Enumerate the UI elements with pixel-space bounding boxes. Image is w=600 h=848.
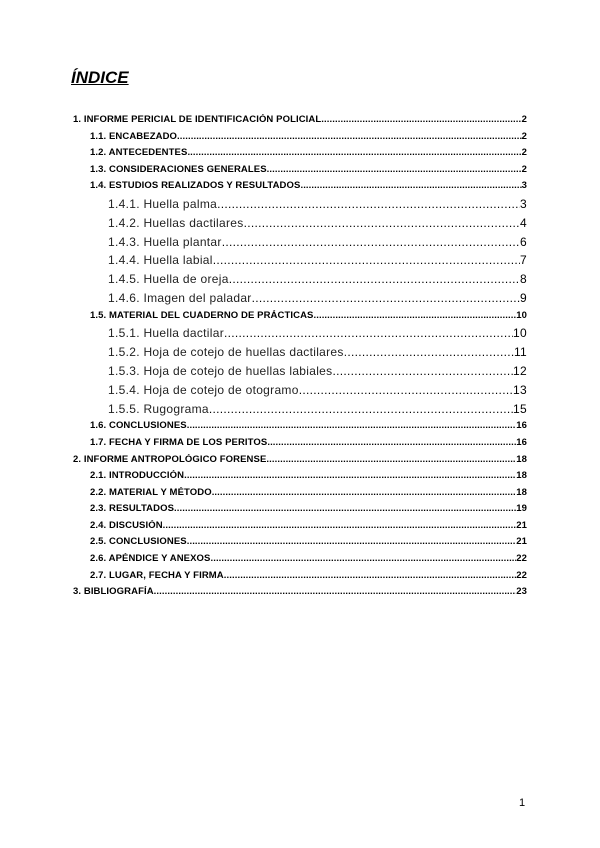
toc-entry[interactable]: [71, 536, 527, 553]
toc-entry-label: 1.4.3. Huella plantar: [108, 234, 222, 249]
toc-entry[interactable]: [71, 216, 527, 235]
toc-entry-label: 2.4. DISCUSIÓN.: [90, 519, 166, 531]
toc-entry[interactable]: [71, 383, 527, 402]
toc-leader-dots: [300, 180, 521, 191]
toc-entry-label: 1.5.3. Hoja de cotejo de huellas labiales: [108, 363, 333, 378]
toc-leader-dots: [266, 454, 516, 465]
toc-entry[interactable]: [71, 570, 527, 587]
toc-entry[interactable]: [71, 364, 527, 383]
toc-leader-dots: [217, 197, 520, 211]
toc-entry-label: 1.4.1. Huella palma: [108, 196, 218, 211]
toc-entry[interactable]: [71, 131, 527, 148]
toc-entry[interactable]: [71, 520, 527, 537]
table-of-contents: [71, 114, 527, 603]
toc-entry-label: 1.6. CONCLUSIONES: [90, 420, 187, 432]
toc-leader-dots: [252, 291, 520, 305]
toc-leader-dots: [222, 235, 520, 249]
toc-entry-label: 2.2. MATERIAL Y MÉTODO: [90, 486, 212, 498]
toc-entry-page: 4: [520, 215, 527, 230]
toc-entry-label: 2.3. RESULTADOS.: [90, 503, 177, 515]
toc-entry[interactable]: [71, 503, 527, 520]
toc-entry-label: 2. INFORME ANTROPOLÓGICO FORENSE: [73, 453, 267, 465]
toc-entry[interactable]: [71, 345, 527, 364]
toc-entry[interactable]: [71, 437, 527, 454]
toc-leader-dots: [187, 420, 517, 431]
toc-entry[interactable]: [71, 586, 527, 603]
toc-entry-page: 2: [521, 114, 527, 125]
toc-entry-label: 2.7. LUGAR, FECHA Y FIRMA: [90, 569, 224, 581]
toc-leader-dots: [177, 131, 522, 142]
toc-entry-label: 1.5.5. Rugograma: [108, 401, 209, 416]
toc-leader-dots: [210, 553, 516, 564]
toc-entry-label: 2.1. INTRODUCCIÓN: [90, 470, 185, 482]
toc-leader-dots: [224, 570, 516, 581]
toc-entry-label: 1.5.4. Hoja de cotejo de otogramo: [108, 382, 299, 397]
toc-leader-dots: [184, 470, 516, 481]
toc-entry-page: 2: [521, 147, 527, 159]
toc-leader-dots: [187, 147, 521, 158]
toc-entry-page: 21: [516, 519, 527, 531]
toc-entry[interactable]: [71, 114, 527, 131]
toc-entry-page: 19: [516, 503, 527, 515]
toc-entry-label: 1.5. MATERIAL DEL CUADERNO DE PRÁCTICAS.: [90, 309, 317, 321]
toc-leader-dots: [321, 114, 521, 125]
toc-entry-label: 1.3. CONSIDERACIONES GENERALES: [90, 163, 267, 175]
toc-entry-label: 1. INFORME PERICIAL DE IDENTIFICACIÓN POLICIAL: [73, 114, 322, 125]
toc-entry[interactable]: [71, 487, 527, 504]
toc-leader-dots: [316, 310, 516, 321]
toc-leader-dots: [187, 536, 517, 547]
toc-entry-page: 8: [520, 272, 527, 287]
toc-entry-label: 1.5.1. Huella dactilar: [108, 326, 224, 341]
toc-leader-dots: [154, 586, 517, 597]
toc-entry-label: 1.5.2. Hoja de cotejo de huellas dactilares.: [108, 345, 348, 360]
toc-entry[interactable]: [71, 310, 527, 327]
toc-entry[interactable]: [71, 147, 527, 164]
toc-entry-page: 16: [516, 436, 527, 448]
toc-entry[interactable]: [71, 402, 527, 421]
toc-leader-dots: [299, 383, 513, 397]
toc-entry-label: 3. BIBLIOGRAFÍA: [73, 586, 154, 598]
toc-entry-label: 2.6. APÉNDICE Y ANEXOS: [90, 553, 211, 565]
toc-entry-page: 2: [521, 130, 527, 142]
toc-entry-page: 12: [513, 363, 527, 378]
toc-leader-dots: [267, 437, 516, 448]
toc-entry-page: 23: [516, 586, 527, 598]
toc-entry-page: 3: [521, 180, 527, 192]
toc-entry-page: 18: [516, 453, 527, 465]
page-title: ÍNDICE: [71, 68, 129, 87]
toc-leader-dots: [244, 216, 520, 230]
toc-entry-page: 2: [521, 163, 527, 175]
toc-leader-dots: [224, 326, 513, 340]
toc-entry-page: 16: [516, 420, 527, 432]
toc-leader-dots: [165, 520, 516, 531]
toc-entry[interactable]: [71, 470, 527, 487]
toc-leader-dots: [212, 487, 517, 498]
toc-entry-page: 22: [516, 553, 527, 565]
toc-entry[interactable]: [71, 553, 527, 570]
toc-leader-dots: [213, 253, 520, 267]
toc-entry-page: 10: [513, 326, 527, 341]
toc-entry-page: 10: [516, 309, 527, 321]
toc-entry-label: 1.4.2. Huellas dactilares: [108, 215, 244, 230]
toc-entry-page: 9: [520, 290, 527, 305]
toc-entry-label: 1.4. ESTUDIOS REALIZADOS Y RESULTADOS: [90, 180, 301, 192]
toc-entry-label: 2.5. CONCLUSIONES: [90, 536, 187, 548]
toc-entry-label: 1.4.6. Imagen del paladar: [108, 290, 252, 305]
toc-entry-label: 1.7. FECHA Y FIRMA DE LOS PERITOS: [90, 436, 268, 448]
toc-leader-dots: [209, 402, 513, 416]
toc-entry-page: 15: [513, 401, 527, 416]
toc-entry-page: 6: [520, 234, 527, 249]
toc-entry[interactable]: [71, 180, 527, 197]
toc-entry-page: 18: [516, 486, 527, 498]
toc-entry-page: 18: [516, 470, 527, 482]
toc-entry-page: 22: [516, 569, 527, 581]
toc-leader-dots: [177, 503, 516, 514]
page-number: 1: [519, 797, 526, 809]
toc-entry-label: 1.2. ANTECEDENTES: [90, 147, 188, 159]
toc-entry-label: 1.4.5. Huella de oreja: [108, 272, 229, 287]
toc-leader-dots: [332, 364, 513, 378]
toc-leader-dots: [347, 345, 514, 359]
toc-entry-page: 3: [520, 196, 527, 211]
toc-entry[interactable]: [71, 253, 527, 272]
toc-entry-page: 11: [513, 345, 527, 360]
toc-entry[interactable]: [71, 454, 527, 471]
toc-entry[interactable]: [71, 197, 527, 216]
toc-entry[interactable]: [71, 291, 527, 310]
toc-entry-page: 21: [516, 536, 527, 548]
toc-entry[interactable]: [71, 272, 527, 291]
toc-entry-label: 1.1. ENCABEZADO: [90, 130, 178, 142]
toc-entry[interactable]: [71, 164, 527, 181]
toc-leader-dots: [267, 164, 522, 175]
toc-leader-dots: [229, 272, 520, 286]
toc-entry-page: 13: [513, 382, 527, 397]
toc-entry[interactable]: [71, 420, 527, 437]
toc-entry-label: 1.4.4. Huella labial: [108, 253, 213, 268]
toc-entry[interactable]: [71, 235, 527, 254]
toc-entry-page: 7: [520, 253, 527, 268]
toc-entry[interactable]: [71, 326, 527, 345]
